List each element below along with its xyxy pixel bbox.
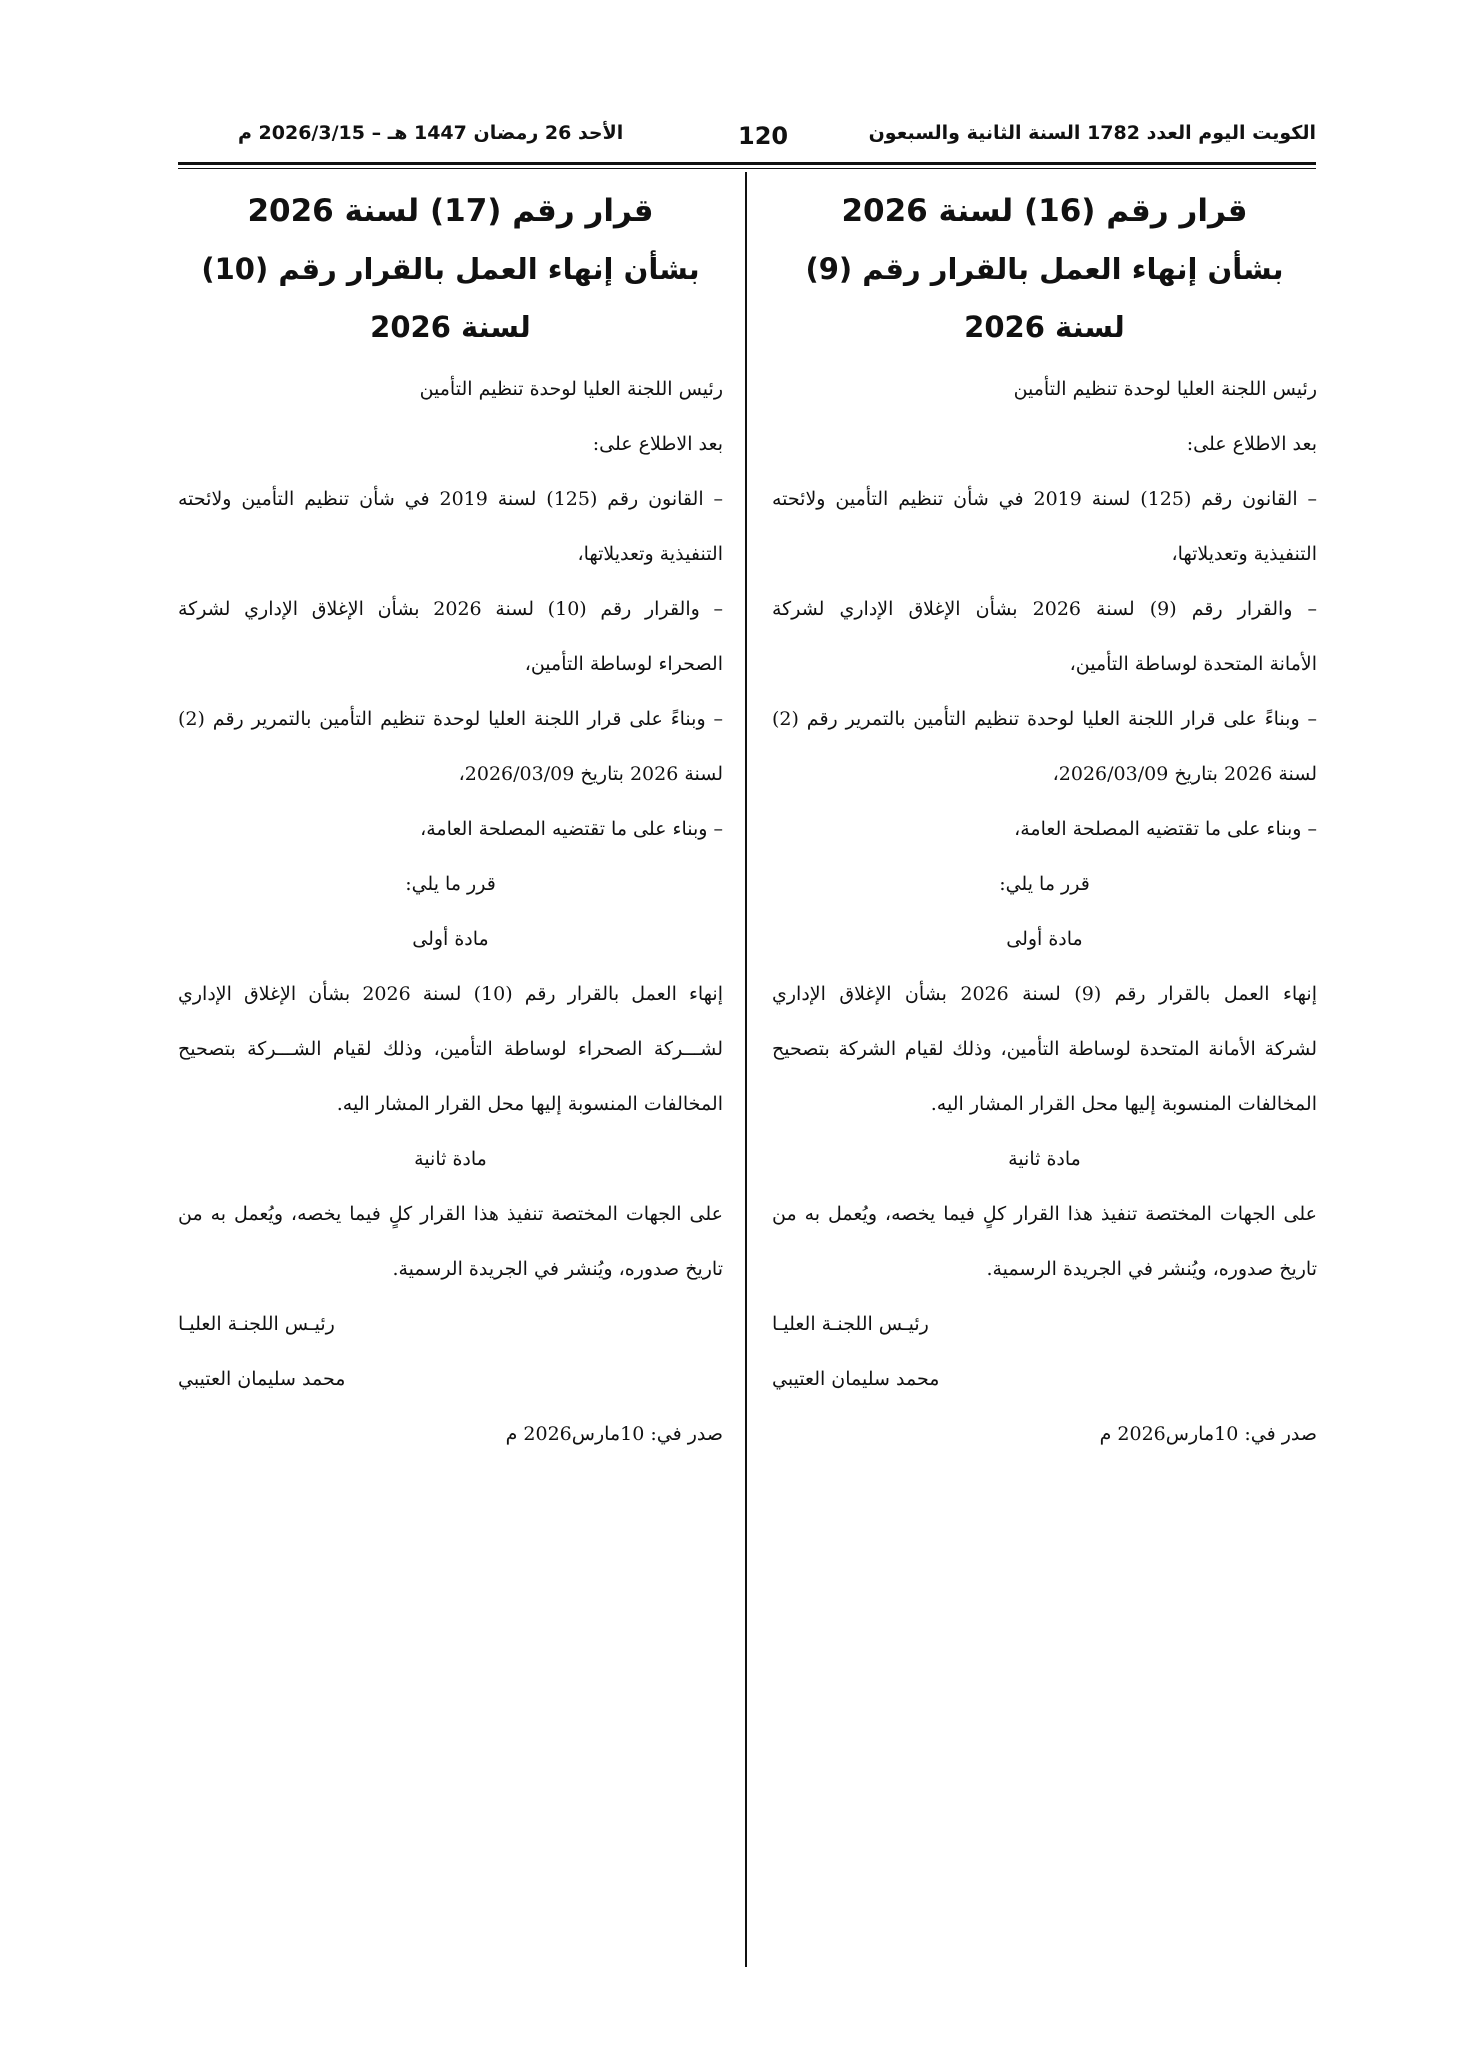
decision-subtitle: بشأن إنهاء العمل بالقرار رقم (9) لسنة 2026 [805,252,1284,344]
article-1-line3: المخالفات المنسوبة إليها محل القرار المشار اليه. [930,1093,1317,1115]
decision-clause-line2: الصحراء لوساطة التأمين، [524,653,723,675]
issuer: رئيس اللجنة العليا لوحدة تنظيم التأمين [419,378,723,400]
page-header [178,122,1316,154]
article-1-line1: إنهاء العمل بالقرار رقم (9) لسنة 2026 بشأن الإغلاق الإداري [772,983,1318,1005]
header-rule-thin [178,168,1316,169]
public-interest-clause: – وبناء على ما تقتضيه المصلحة العامة، [420,818,723,840]
article-1-heading: مادة أولى [412,928,489,950]
publication-info: الكويت اليوم العدد 1782 السنة الثانية والسبعون [868,122,1316,144]
decision-title: قرار رقم (16) لسنة 2026 [841,193,1248,229]
based-clause-line1: – وبناءً على قرار اللجنة العليا لوحدة تنظيم التأمين بالتمرير رقم (2) [178,708,723,730]
decided-heading: قرر ما يلي: [999,873,1090,895]
column-divider [745,172,747,1967]
issued-date: صدر في: 10مارس2026 م [505,1423,723,1445]
signer-name: محمد سليمان العتيبي [772,1368,940,1390]
decided-heading: قرر ما يلي: [405,873,496,895]
law-clause-line1: – القانون رقم (125) لسنة 2019 في شأن تنظيم التأمين ولائحته [178,488,723,510]
header-rule-thick [178,162,1316,165]
article-2-heading: مادة ثانية [1008,1148,1081,1170]
article-2-heading: مادة ثانية [414,1148,487,1170]
article-1-heading: مادة أولى [1006,928,1083,950]
based-clause-line2: لسنة 2026 بتاريخ 2026/03/09، [1052,763,1317,785]
based-clause-line2: لسنة 2026 بتاريخ 2026/03/09، [458,763,723,785]
article-2-line1: على الجهات المختصة تنفيذ هذا القرار كلٍ فيما يخصه، ويُعمل به من [772,1203,1317,1225]
article-1-line1: إنهاء العمل بالقرار رقم (10) لسنة 2026 بشأن الإغلاق الإداري [178,983,724,1005]
decision-subtitle: بشأن إنهاء العمل بالقرار رقم (10) لسنة 2026 [201,252,700,344]
issued-date: صدر في: 10مارس2026 م [1099,1423,1317,1445]
signer-name: محمد سليمان العتيبي [178,1368,346,1390]
law-clause-line2: التنفيذية وتعديلاتها، [1171,543,1317,565]
signer-title: رئيـس اللجنـة العليـا [772,1313,929,1335]
article-1-line3: المخالفات المنسوبة إليها محل القرار المشار اليه. [336,1093,723,1115]
decision-clause-line1: – والقرار رقم (10) لسنة 2026 بشأن الإغلاق الإداري لشركة [178,598,724,620]
based-clause-line1: – وبناءً على قرار اللجنة العليا لوحدة تنظيم التأمين بالتمرير رقم (2) [772,708,1317,730]
issuer: رئيس اللجنة العليا لوحدة تنظيم التأمين [1013,378,1317,400]
after-review: بعد الاطلاع على: [592,433,723,455]
law-clause-line2: التنفيذية وتعديلاتها، [577,543,723,565]
article-1-line2: لشركة الأمانة المتحدة لوساطة التأمين، وذلك لقيام الشركة بتصحيح [772,1038,1317,1060]
signer-title: رئيـس اللجنـة العليـا [178,1313,335,1335]
article-1-line2: لشـــركة الصحراء لوساطة التأمين، وذلك لقيام الشـــركة بتصحيح [178,1038,723,1060]
law-clause-line1: – القانون رقم (125) لسنة 2019 في شأن تنظيم التأمين ولائحته [772,488,1317,510]
page-number: 120 [738,122,789,150]
issue-date: الأحد 26 رمضان 1447 هـ – 2026/3/15 م [238,122,624,144]
article-2-line1: على الجهات المختصة تنفيذ هذا القرار كلٍ فيما يخصه، ويُعمل به من [178,1203,723,1225]
public-interest-clause: – وبناء على ما تقتضيه المصلحة العامة، [1014,818,1317,840]
article-2-line2: تاريخ صدوره، ويُنشر في الجريدة الرسمية. [392,1258,723,1280]
decision-clause-line2: الأمانة المتحدة لوساطة التأمين، [1069,653,1317,675]
decision-title: قرار رقم (17) لسنة 2026 [247,193,654,229]
decision-17-column [178,182,723,1462]
article-2-line2: تاريخ صدوره، ويُنشر في الجريدة الرسمية. [986,1258,1317,1280]
decision-clause-line1: – والقرار رقم (9) لسنة 2026 بشأن الإغلاق الإداري لشركة [772,598,1318,620]
after-review: بعد الاطلاع على: [1186,433,1317,455]
decision-16-column [772,182,1317,1462]
